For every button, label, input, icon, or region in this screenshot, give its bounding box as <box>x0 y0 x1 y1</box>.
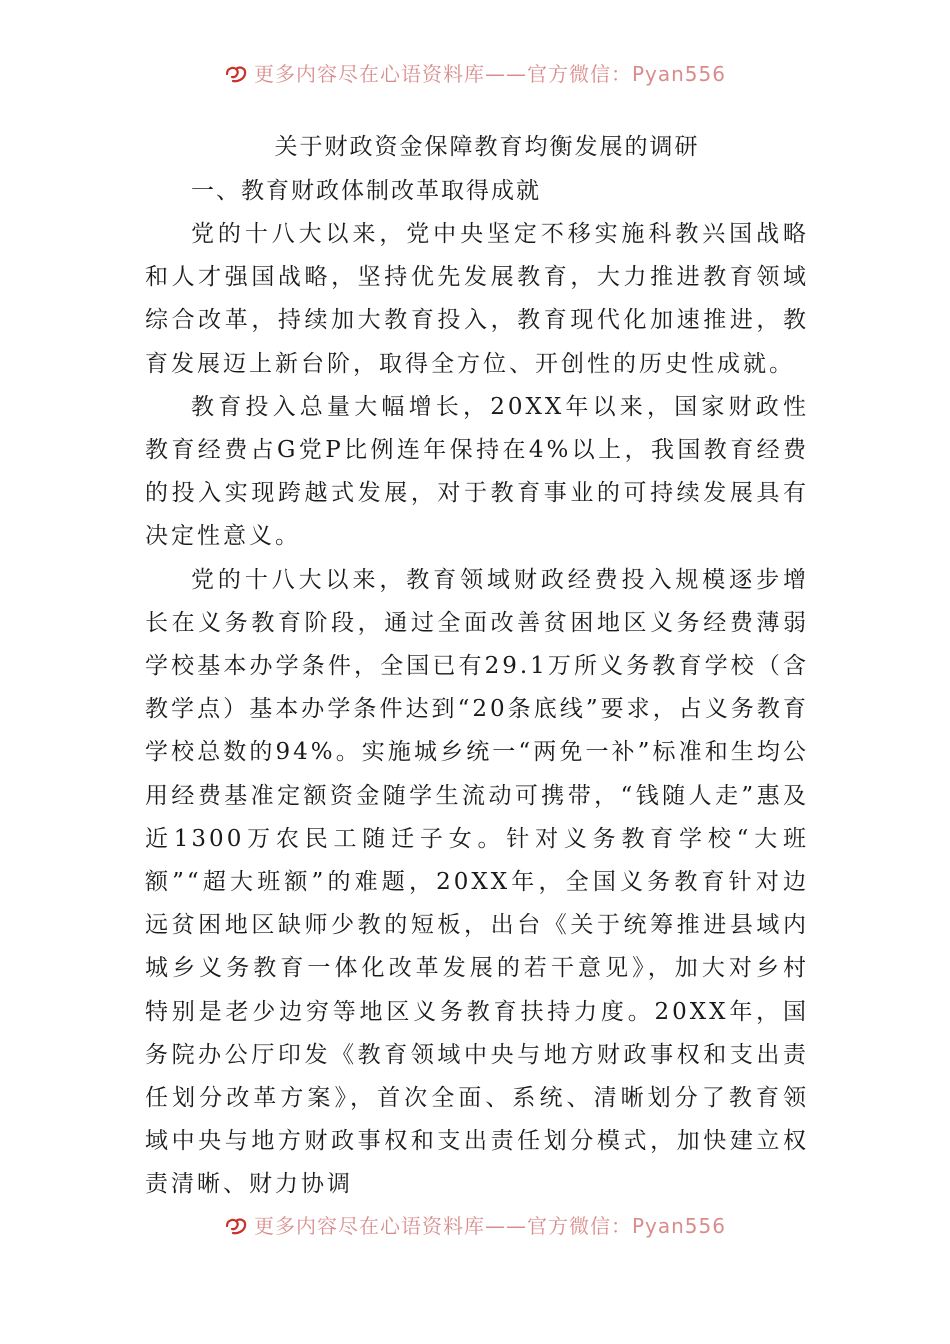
document-page <box>145 125 809 1207</box>
paragraph-3: 党的十八大以来，教育领域财政经费投入规模逐步增长在义务教育阶段，通过全面改善贫困地区义务经费薄弱学校基本办学条件，全国已有29.1万所义务教育学校（含教学点）基本办学条件达到“20条底线”要求，占义务教育学校总数的94%。实施城乡统一“两免一补”标准和生均公用经费基准定额资金随学生流动可携带，“钱随人走”惠及近1300万农民工随迁子女。针对义务教育学校“大班额”“超大班额”的难题，20XX年，全国义务教育针对边远贫困地区缺师少教的短板，出台《关于统筹推进县域内城乡义务教育一体化改革发展的若干意见》，加大对乡村特别是老少边穷等地区义务教育扶持力度。20XX年，国务院办公厅印发《教育领域中央与地方财政事权和支出责任划分改革方案》，首次全面、系统、清晰划分了教育领域中央与地方财政事权和支出责任划分模式，加快建立权责清晰、财力协调 <box>145 566 809 1198</box>
watermark-logo-icon <box>224 1216 248 1236</box>
watermark-logo-icon <box>224 64 248 84</box>
watermark-bottom <box>0 1210 950 1239</box>
section-heading: 一、教育财政体制改革取得成就 <box>191 178 541 204</box>
watermark-text: 更多内容尽在心语资料库——官方微信：Pyan556 <box>253 62 726 86</box>
document-title: 关于财政资金保障教育均衡发展的调研 <box>274 134 700 160</box>
paragraph-2: 教育投入总量大幅增长，20XX年以来，国家财政性教育经费占G党P比例连年保持在4%以上，我国教育经费的投入实现跨越式发展，对于教育事业的可持续发展具有决定性意义。 <box>145 393 809 550</box>
paragraph-1: 党的十八大以来，党中央坚定不移实施科教兴国战略和人才强国战略，坚持优先发展教育，大力推进教育领域综合改革，持续加大教育投入，教育现代化加速推进，教育发展迈上新台阶，取得全方位、开创性的历史性成就。 <box>145 221 809 377</box>
watermark-top <box>0 58 950 87</box>
watermark-text: 更多内容尽在心语资料库——官方微信：Pyan556 <box>253 1214 726 1238</box>
